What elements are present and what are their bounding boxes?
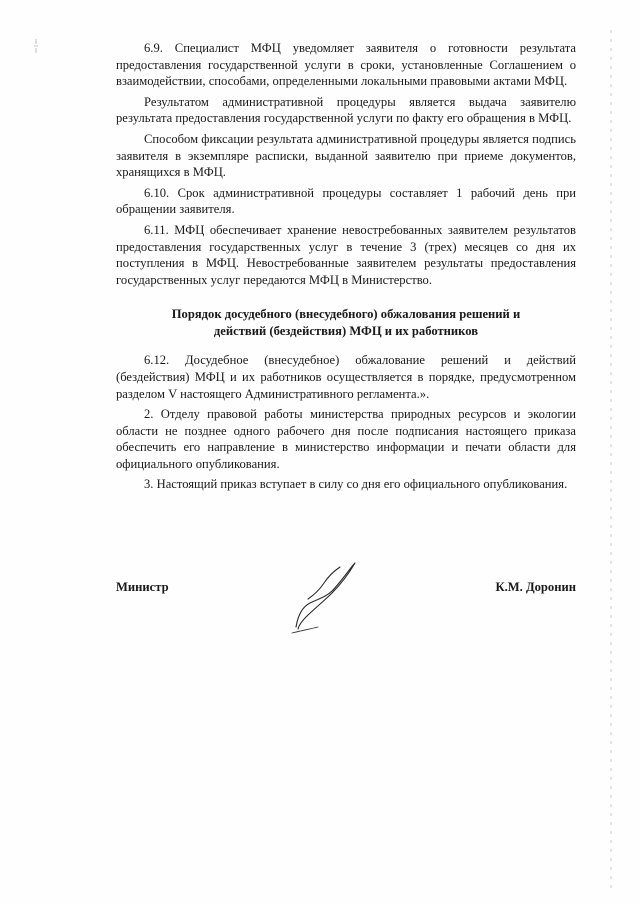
paragraph-fixation: Способом фиксации результата административной процедуры является подпись заявителя в экземпляре расписки, выданной заявителю при приеме документов, хранящихся в МФЦ. [116, 131, 576, 180]
paragraph-result: Результатом административной процедуры является выдача заявителю результата предоставления государственной услуги по факту его обращения в МФЦ. [116, 94, 576, 126]
scan-edge-line [610, 30, 612, 890]
signature-block [116, 580, 576, 600]
margin-mark-icon [33, 38, 39, 54]
paragraph-item-2: 2. Отделу правовой работы министерства природных ресурсов и экологии области не позднее одного рабочего дня после подписания настоящего приказа обеспечить его направление в министерство информации и печати области для официального опубликования. [116, 407, 576, 471]
section-heading [116, 306, 576, 340]
paragraph-6-9: 6.9. Специалист МФЦ уведомляет заявителя о готовности результата предоставления государственной услуги в сроки, установленные Соглашением о взаимодействии, способами, определенными локальными правовыми актами МФЦ. [116, 41, 576, 89]
section-heading-line-2: действий (бездействия) МФЦ и их работников [213, 324, 479, 339]
signatory-title: Министр [116, 580, 169, 594]
paragraph-6-10: 6.10. Срок административной процедуры составляет 1 рабочий день при обращении заявителя. [116, 185, 576, 217]
document-body [116, 40, 576, 497]
paragraph-6-12: 6.12. Досудебное (внесудебное) обжалование решений и действий (бездействия) МФЦ и их работников осуществляется в порядке, предусмотренном разделом V настоящего Административного регламента.». [116, 353, 576, 401]
paragraph-item-3: 3. Настоящий приказ вступает в силу со дня его официального опубликования. [144, 477, 568, 492]
section-heading-line-1: Порядок досудебного (внесудебного) обжалования решений и [171, 307, 521, 322]
signatory-name: К.М. Доронин [495, 580, 576, 594]
paragraph-6-11: 6.11. МФЦ обеспечивает хранение невостребованных заявителем результатов предоставления государственных услуг в течение 3 (трех) месяцев со дня их поступления в МФЦ. Невостребованные заявителем результаты предоставления государственных услуг передаются МФЦ в Министерство. [116, 222, 576, 287]
